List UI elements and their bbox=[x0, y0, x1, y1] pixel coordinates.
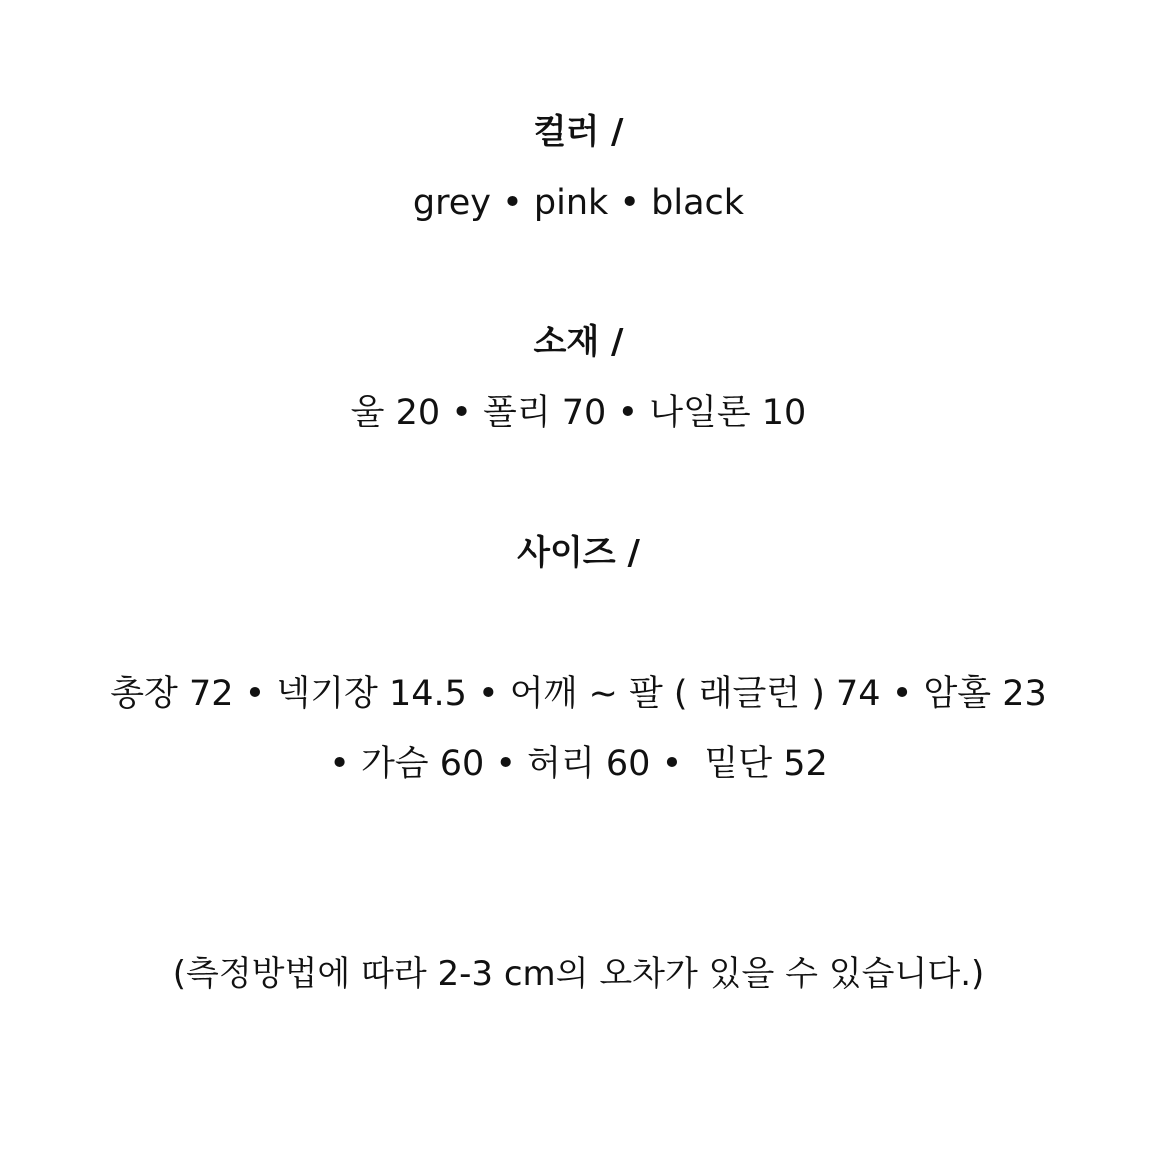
color-values: grey • pink • black bbox=[412, 183, 745, 223]
measurement-note: (측정방법에 따라 2-3 cm의 오차가 있을 수 있습니다.) bbox=[172, 954, 985, 994]
size-heading: 사이즈 / bbox=[517, 533, 640, 573]
size-values-line-1: 총장 72 • 넥기장 14.5 • 어깨 ~ 팔 ( 래글런 ) 74 • 암홀 23 bbox=[110, 674, 1047, 714]
material-values: 울 20 • 폴리 70 • 나일론 10 bbox=[350, 393, 807, 433]
color-heading: 컬러 / bbox=[533, 112, 624, 152]
size-values-line-2: • 가슴 60 • 허리 60 • 밑단 52 bbox=[329, 744, 828, 784]
material-heading: 소재 / bbox=[533, 322, 624, 362]
